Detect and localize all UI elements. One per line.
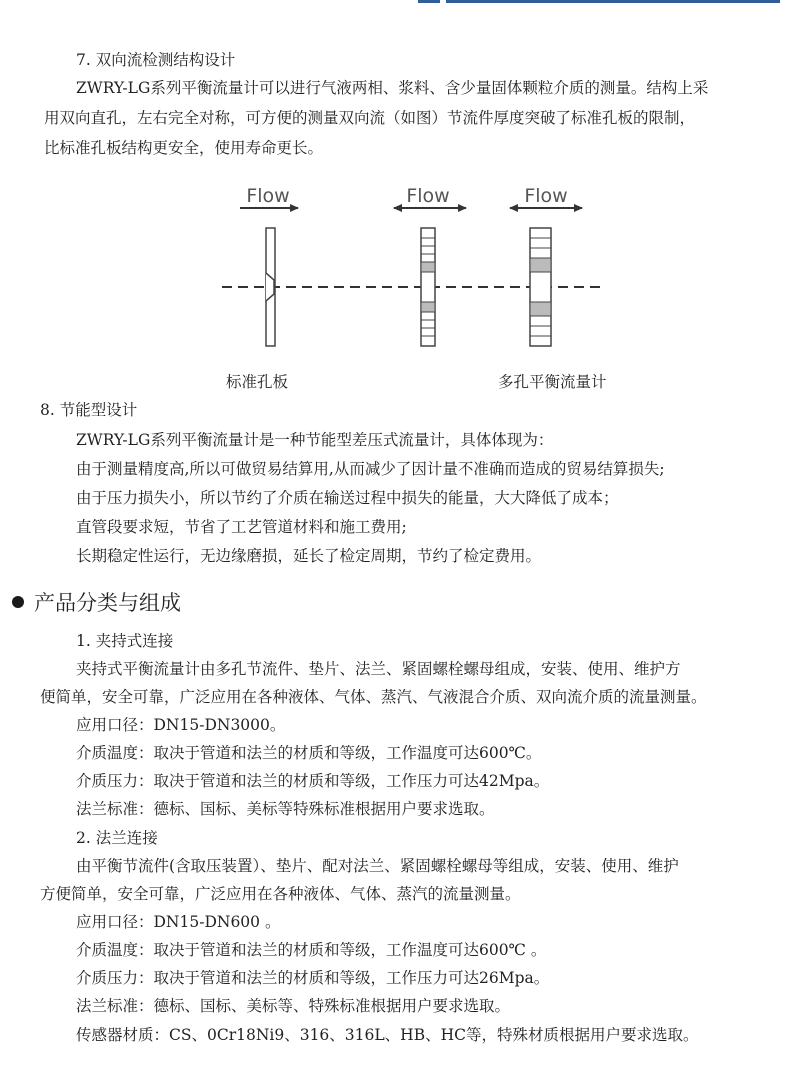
- product-section-heading: [12, 590, 181, 616]
- section8-line: 由于压力损失小，所以节约了介质在输送过程中损失的能量，大大降低了成本；: [76, 489, 619, 507]
- flange-spec-line: 介质压力：取决于管道和法兰的材质和等级，工作压力可达26Mpa。: [76, 969, 550, 987]
- flow-label: Flow: [406, 185, 450, 207]
- multi-hole-plate-large: [530, 228, 551, 346]
- clamp-spec-line: 法兰标准：德标、国标、美标等特殊标准根据用户要求选取。: [76, 800, 495, 818]
- clamp-spec-line: 介质压力：取决于管道和法兰的材质和等级，工作压力可达42Mpa。: [76, 772, 550, 790]
- standard-orifice-label: 标准孔板: [226, 373, 289, 391]
- clamp-title: 1. 夹持式连接: [76, 632, 174, 650]
- multi-hole-plate-small: [421, 228, 435, 346]
- section7-paragraph-line: 用双向直孔，左右完全对称，可方便的测量双向流（如图）节流件厚度突破了标准孔板的限制，: [44, 109, 696, 127]
- multi-hole-flowmeter-label: 多孔平衡流量计: [498, 373, 607, 391]
- section8-line: ZWRY-LG系列平衡流量计是一种节能型差压式流量计，具体体现为：: [76, 431, 554, 449]
- clamp-desc-line: 夹持式平衡流量计由多孔节流件、垫片、法兰、紧固螺栓螺母组成，安装、使用、维护方: [76, 660, 681, 678]
- section7-paragraph-line: 比标准孔板结构更安全，使用寿命更长。: [44, 139, 324, 157]
- standard-orifice-plate: [266, 228, 275, 346]
- orifice-comparison-diagram: [0, 172, 800, 372]
- flange-spec-line: 应用口径：DN15-DN600 。: [76, 913, 281, 931]
- clamp-desc-line: 便简单，安全可靠，广泛应用在各种液体、气体、蒸汽、气液混合介质、双向流介质的流量测量。: [40, 688, 707, 706]
- section8-title: 8. 节能型设计: [40, 401, 138, 419]
- section8-line: 直管段要求短，节省了工艺管道材料和施工费用;: [76, 518, 407, 536]
- top-accent-segment: [418, 0, 440, 3]
- clamp-spec-line: 应用口径：DN15-DN3000。: [76, 716, 286, 734]
- section8-line: 长期稳定性运行，无边缘磨损，延长了检定周期，节约了检定费用。: [76, 547, 542, 565]
- flange-spec-line: 法兰标准：德标、国标、美标等、特殊标准根据用户要求选取。: [76, 997, 511, 1015]
- product-heading-text: 产品分类与组成: [34, 591, 181, 615]
- flow-label: Flow: [246, 185, 290, 207]
- top-accent-segment: [446, 0, 780, 3]
- bullet-icon: [12, 596, 24, 608]
- flange-spec-line: 介质温度：取决于管道和法兰的材质和等级，工作温度可达600℃ 。: [76, 941, 547, 959]
- section7-title: 7. 双向流检测结构设计: [76, 51, 236, 69]
- section7-paragraph-line: ZWRY-LG系列平衡流量计可以进行气液两相、浆料、含少量固体颗粒介质的测量。结构上采: [76, 79, 709, 97]
- section8-line: 由于测量精度高,所以可做贸易结算用,从而减少了因计量不准确而造成的贸易结算损失;: [76, 460, 665, 478]
- top-accent-bar: [418, 0, 780, 3]
- flange-desc-line: 方便简单，安全可靠，广泛应用在各种液体、气体、蒸汽的流量测量。: [40, 885, 521, 903]
- clamp-spec-line: 介质温度：取决于管道和法兰的材质和等级，工作温度可达600℃。: [76, 744, 542, 762]
- flange-desc-line: 由平衡节流件(含取压装置）、垫片、配对法兰、紧固螺栓螺母等组成，安装、使用、维护: [76, 857, 679, 875]
- flange-title: 2. 法兰连接: [76, 829, 158, 847]
- flange-spec-line: 传感器材质：CS、0Cr18Ni9、316、316L、HB、HC等，特殊材质根据用户要求选取。: [76, 1026, 699, 1044]
- flow-label: Flow: [524, 185, 568, 207]
